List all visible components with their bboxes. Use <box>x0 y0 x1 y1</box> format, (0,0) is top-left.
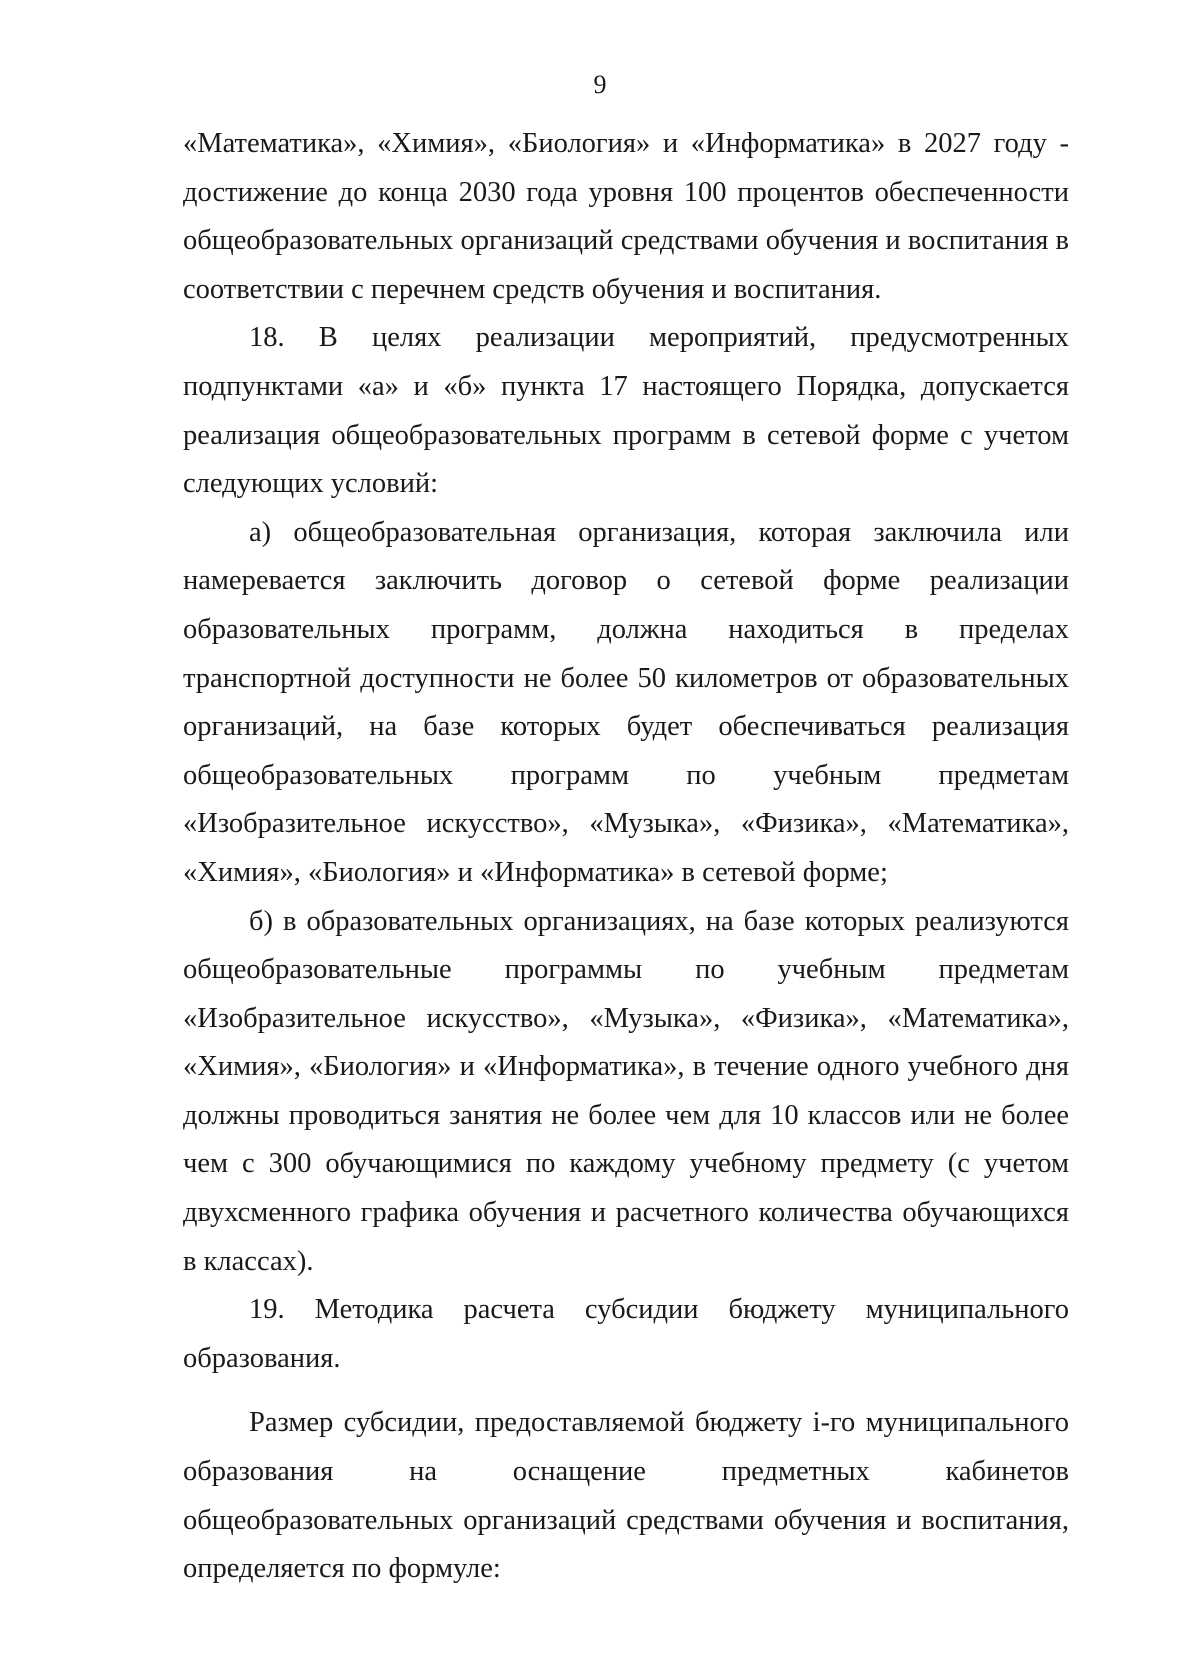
document-body <box>183 120 1069 1594</box>
continuation-paragraph: «Математика», «Химия», «Биология» и «Информатика» в 2027 году - достижение до конца 2030 года уровня 100 процентов обеспеченности общеобразовательных организаций средствами обучения и воспитания в соответствии с перечнем средств обучения и воспитания. <box>183 128 1069 305</box>
page-number: 9 <box>593 70 607 99</box>
clause-19: 19. Методика расчета субсидии бюджету муниципального образования. <box>183 1294 1069 1374</box>
clause-18-a: а) общеобразовательная организация, которая заключила или намеревается заключить договор о сетевой форме реализации образовательных программ, должна находиться в пределах транспортной доступности не более 50 километров от образовательных организаций, на базе которых будет обеспечиваться реализация общеобразовательных программ по учебным предметам «Изобразительное искусство», «Музыка», «Физика», «Математика», «Химия», «Биология» и «Информатика» в сетевой форме; <box>183 516 1069 888</box>
clause-18-b: б) в образовательных организациях, на базе которых реализуются общеобразовательные программы по учебным предметам «Изобразительное искусство», «Музыка», «Физика», «Математика», «Химия», «Биология» и «Информатика», в течение одного учебного дня должны проводиться занятия не более чем для 10 классов или не более чем с 300 обучающимися по каждому учебному предмету (с учетом двухсменного графика обучения и расчетного количества обучающихся в классах). <box>183 905 1069 1277</box>
clause-18: 18. В целях реализации мероприятий, предусмотренных подпунктами «а» и «б» пункта 17 настоящего Порядка, допускается реализация общеобразовательных программ в сетевой форме с учетом следующих условий: <box>183 322 1069 500</box>
formula-intro: Размер субсидии, предоставляемой бюджету i-го муниципального образования на оснащение предметных кабинетов общеобразовательных организаций средствами обучения и воспитания, определяется по формуле: <box>183 1407 1069 1585</box>
